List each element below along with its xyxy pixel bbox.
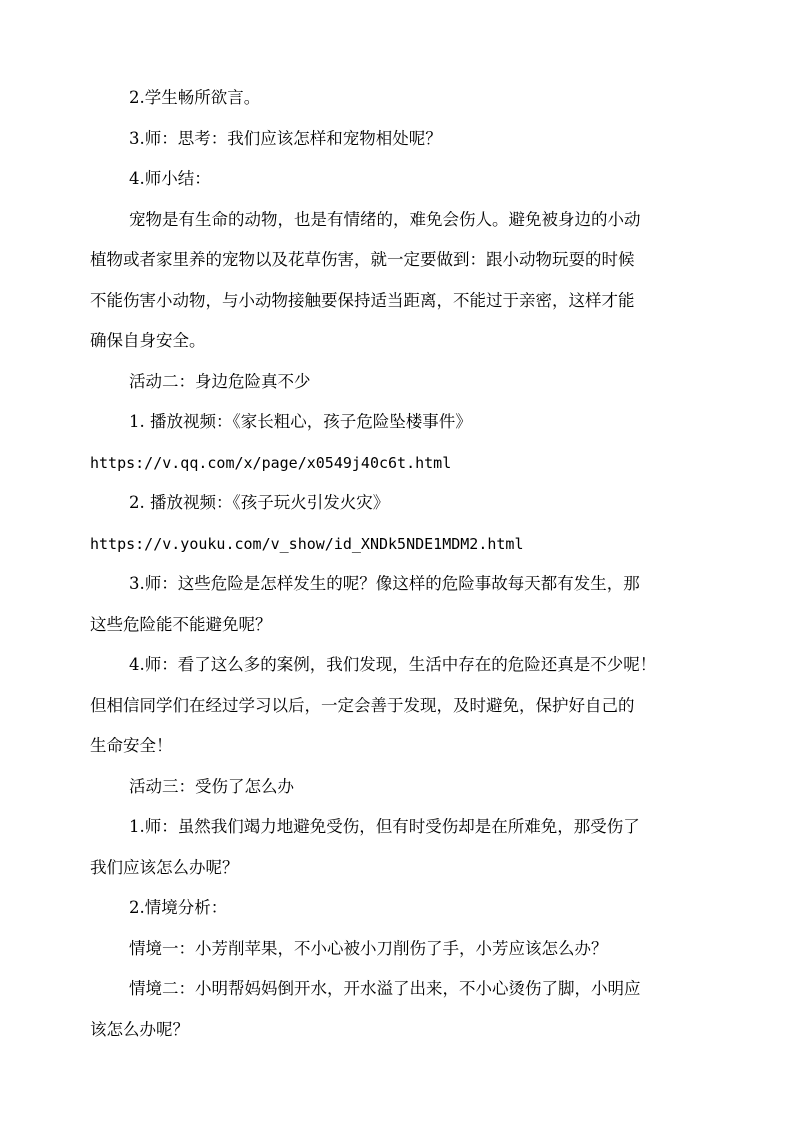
paragraph-line: 4.师小结： <box>129 169 211 188</box>
paragraph-line: 这些危险能不能避免呢？ <box>90 614 272 634</box>
paragraph-line: 植物或者家里养的宠物以及花草伤害，就一定要做到：跟小动物玩耍的时候 <box>90 250 635 269</box>
paragraph-line: 该怎么办呢？ <box>90 1019 189 1039</box>
video-link[interactable]: https://v.youku.com/v_show/id_XNDk5NDE1MDM2.html <box>90 534 524 553</box>
paragraph-line: 3.师：思考：我们应该怎样和宠物相处呢？ <box>129 128 442 148</box>
paragraph-line: 确保自身安全。 <box>90 331 206 350</box>
paragraph-line: 1.师：虽然我们竭力地避免受伤，但有时受伤却是在所难免，那受伤了 <box>129 817 640 836</box>
paragraph-line: 不能伤害小动物，与小动物接触要保持适当距离，不能过于亲密，这样才能 <box>90 290 635 310</box>
paragraph-line: 情境一：小芳削苹果，不小心被小刀削伤了手，小芳应该怎么办？ <box>129 938 608 958</box>
paragraph-line: 2. 播放视频：《孩子玩火引发火灾》 <box>129 493 390 512</box>
paragraph-line: 2.学生畅所欲言。 <box>129 88 261 107</box>
section-heading: 活动三：受伤了怎么办 <box>129 776 294 796</box>
paragraph-line: 情境二：小明帮妈妈倒开水，开水溢了出来，不小心烫伤了脚，小明应 <box>129 979 641 998</box>
paragraph-line: 3.师：这些危险是怎样发生的呢？像这样的危险事故每天都有发生，那 <box>129 574 640 593</box>
section-heading: 活动二：身边危险真不少 <box>129 371 311 391</box>
video-link[interactable]: https://v.qq.com/x/page/x0549j40c6t.html <box>90 453 452 472</box>
document-body <box>90 78 704 1050</box>
paragraph-line: 宠物是有生命的动物，也是有情绪的，难免会伤人。避免被身边的小动 <box>129 209 641 229</box>
paragraph-line: 1. 播放视频：《家长粗心，孩子危险坠楼事件》 <box>129 412 472 431</box>
paragraph-line: 2.情境分析： <box>129 898 228 917</box>
paragraph-line: 4.师：看了这么多的案例，我们发现，生活中存在的危险还真是不少呢！ <box>129 655 657 674</box>
paragraph-line: 生命安全！ <box>90 736 173 755</box>
paragraph-line: 我们应该怎么办呢？ <box>90 857 239 877</box>
paragraph-line: 但相信同学们在经过学习以后，一定会善于发现，及时避免，保护好自己的 <box>90 695 635 715</box>
